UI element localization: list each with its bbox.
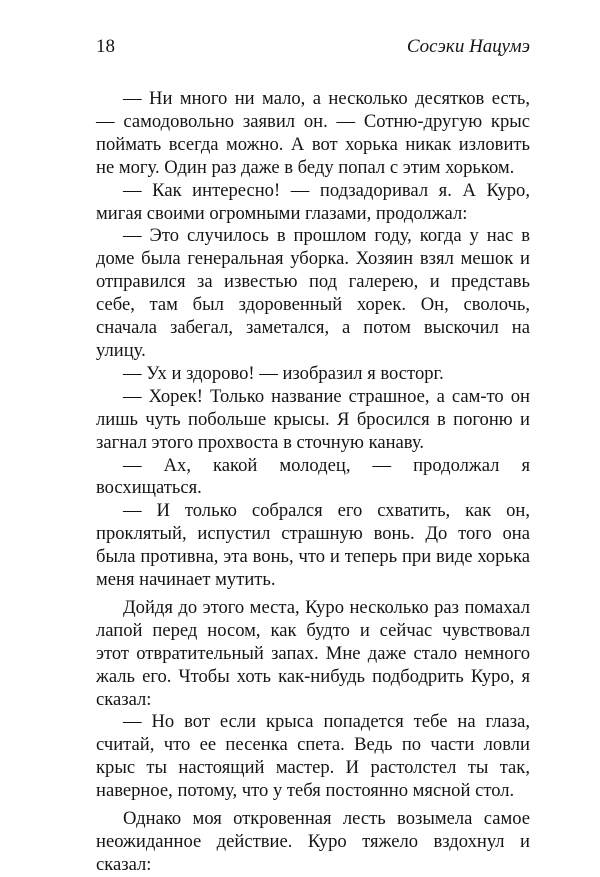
page-number: 18 bbox=[96, 36, 115, 57]
paragraph: — Ни много ни мало, а несколько десятков есть, — самодовольно заявил он. — Сотню-другую крыс поймать всегда можно. А вот хорька никак изловить не могу. Один раз даже в беду попал с этим хорьком. bbox=[96, 88, 530, 178]
paragraph: Дойдя до этого места, Куро несколько раз помахал лапой перед носом, как будто и сейчас чувствовал этот отвратительный запах. Мне даже стало немного жаль его. Чтобы хоть как-нибудь подбодрить Куро, я сказал: bbox=[96, 596, 530, 710]
running-title: Сосэки Нацумэ bbox=[406, 36, 530, 57]
paragraph: — Но вот если крыса попадется тебе на глаза, считай, что ее песенка спета. Ведь по части ловли крыс ты настоящий мастер. И растолстел ты так, наверное, потому, что у тебя постоянно мясной стол. bbox=[96, 711, 530, 802]
body-text bbox=[96, 88, 530, 877]
paragraph: — И только собрался его схватить, как он, проклятый, испустил страшную вонь. До того она была противна, эта вонь, что и теперь при виде хорька меня начинает мутить. bbox=[96, 500, 530, 591]
running-head bbox=[96, 36, 530, 64]
paragraph: — Ух и здорово! — изобразил я восторг. bbox=[123, 362, 444, 384]
paragraph: — Как интересно! — подзадоривал я. А Куро, мигая своими огромными глазами, продолжал: bbox=[96, 179, 530, 224]
paragraph: — Хорек! Только название страшное, а сам-то он лишь чуть побольше крысы. Я бросился в погоню и загнал этого прохвоста в сточную канаву. bbox=[96, 385, 530, 453]
paragraph: — Ах, какой молодец, — продолжал я восхищаться. bbox=[96, 454, 530, 499]
paragraph: Однако моя откровенная лесть возымела самое неожиданное действие. Куро тяжело вздохнул и сказал: bbox=[96, 808, 530, 875]
paragraph: — Это случилось в прошлом году, когда у нас в доме была генеральная уборка. Хозяин взял мешок и отправился за известью под галерею, и представь себе, там был здоровенный хорек. Он, сволочь, сначала забегал, заметался, а потом выскочил на улицу. bbox=[96, 225, 530, 361]
